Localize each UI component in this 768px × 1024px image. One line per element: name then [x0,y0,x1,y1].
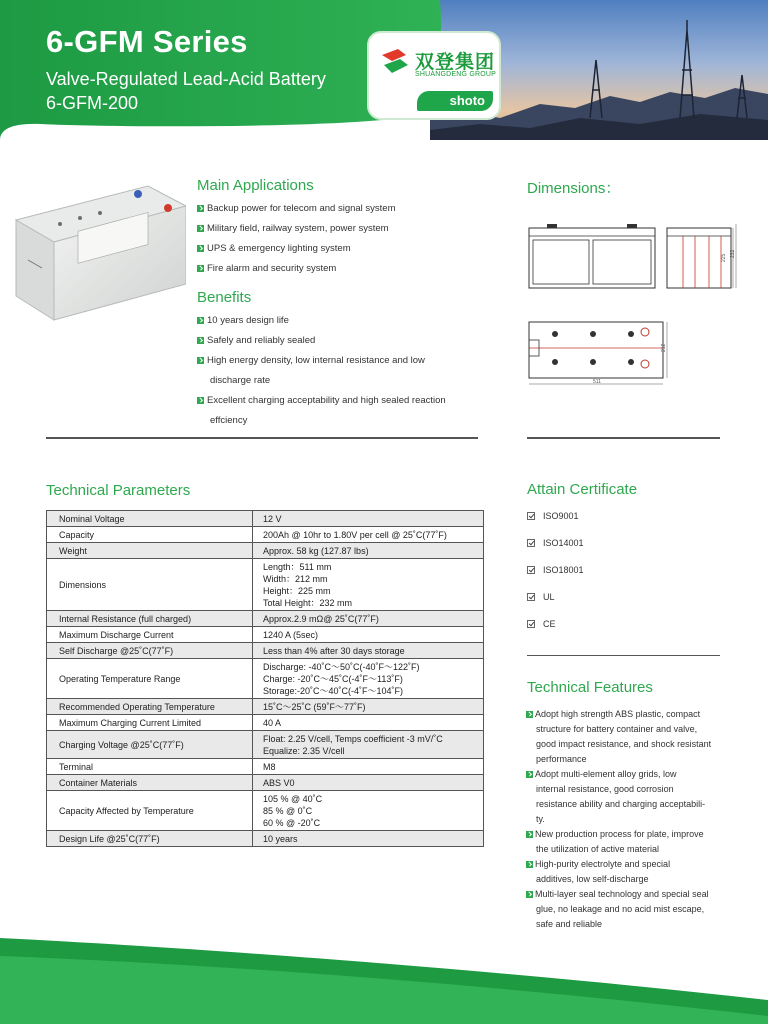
company-logo [367,31,501,120]
table-row [47,559,484,611]
parameter-value [253,559,484,611]
feature-text: Adopt multi-element alloy grids, low [535,769,677,779]
check-bullet-icon [197,225,204,232]
check-bullet-icon [197,265,204,272]
parameter-value-line: 60 % @ -20˚C [263,817,321,828]
certificate-name: ISO14001 [543,538,584,548]
parameter-value [253,511,484,527]
parameter-label: Capacity Affected by Temperature [47,791,253,831]
parameter-value [253,627,484,643]
checkbox-checked-icon [527,539,535,547]
benefit-text: 10 years design life [207,315,289,326]
dimension-label-height: 225 [721,253,727,262]
check-bullet-icon [526,831,533,838]
feature-text: structure for battery container and valve, [536,724,698,734]
benefit-text: discharge rate [210,375,271,386]
divider-right-mid [527,655,720,656]
table-row [47,791,484,831]
parameter-label: Maximum Charging Current Limited [47,715,253,731]
parameter-value-line: 85 % @ 0˚C [263,805,313,816]
application-text: UPS & emergency lighting system [207,243,351,254]
feature-text: additives, low self-discharge [536,874,649,884]
certificates-title: Attain Certificate [527,481,638,498]
parameter-label: Container Materials [47,775,253,791]
series-title: 6-GFM Series [46,24,248,59]
feature-text: resistance ability and charging acceptabili- [536,799,706,809]
dimension-label-total-height: 232 [730,249,736,258]
checkbox-checked-icon [527,593,535,601]
certificate-item [527,560,584,587]
checkbox-checked-icon [527,566,535,574]
check-bullet-icon [526,891,533,898]
parameter-value-line: Width：212 mm [263,573,328,584]
parameter-label: Design Life @25˚C(77˚F) [47,831,253,847]
main-applications-title: Main Applications [197,177,314,194]
divider-right-top [527,437,720,439]
feature-item-continued [526,722,740,737]
dimension-label-length: 511 [593,379,601,385]
parameter-value-line: Equalize: 2.35 V/cell [263,745,345,756]
battery-product-image [8,180,186,325]
benefit-text: Excellent charging acceptability and high sealed reaction [207,395,446,406]
feature-item-continued [526,872,740,887]
dimension-drawing-front [527,222,657,294]
dimensions-title: Dimensions： [527,180,621,197]
feature-item-continued [526,812,740,827]
footer-band [0,930,768,1024]
technical-parameters-title: Technical Parameters [46,482,191,499]
parameter-label: Capacity [47,527,253,543]
table-row [47,611,484,627]
parameter-value-line: Approx.2.9 mΩ@ 25˚C(77˚F) [263,613,379,624]
parameter-value-line: 40 A [263,717,282,728]
check-bullet-icon [526,711,533,718]
parameter-value [253,831,484,847]
parameter-value [253,791,484,831]
feature-item-continued [526,842,740,857]
parameter-value-line: Less than 4% after 30 days storage [263,645,405,656]
feature-text: good impact resistance, and shock resistant [536,739,712,749]
feature-text: Adopt high strength ABS plastic, compact [535,709,701,719]
table-row [47,627,484,643]
certificates-list [527,506,584,641]
feature-item-continued [526,737,740,752]
parameter-value [253,527,484,543]
certificate-item [527,587,584,614]
benefit-item-continued [197,411,497,431]
parameter-value-line: Discharge: -40˚C～50˚C(-40˚F～122˚F) [263,661,420,672]
benefit-text: Safely and reliably sealed [207,335,316,346]
parameter-value-line: Approx. 58 kg (127.87 lbs) [263,545,369,556]
feature-text: High-purity electrolyte and special [535,859,671,869]
product-subtitle: Valve-Regulated Lead-Acid Battery [46,69,326,89]
table-row [47,659,484,699]
dimension-drawing-side [665,222,737,294]
technical-parameters-table [46,510,484,847]
feature-text: glue, no leakage and no acid mist escape, [536,904,705,914]
feature-text: ty. [536,814,545,824]
main-applications-list [197,199,497,279]
dimension-label-depth: 212 [661,343,667,352]
benefit-item-continued [197,371,497,391]
parameter-label: Internal Resistance (full charged) [47,611,253,627]
feature-item-continued [526,902,740,917]
check-bullet-icon [197,245,204,252]
table-row [47,775,484,791]
feature-text: New production process for plate, improve [535,829,704,839]
feature-text: performance [536,754,587,764]
benefit-item [197,351,497,371]
parameter-label: Nominal Voltage [47,511,253,527]
parameter-value [253,759,484,775]
certificate-name: ISO9001 [543,511,579,521]
parameter-value [253,715,484,731]
table-row [47,759,484,775]
table-row [47,511,484,527]
application-text: Military field, railway system, power system [207,223,389,234]
benefit-item [197,391,497,411]
parameter-value-line: 10 years [263,833,298,844]
feature-item [526,857,740,872]
feature-item [526,707,740,722]
divider-left-top [46,437,478,439]
benefits-list [197,311,497,431]
parameter-value-line: 15˚C～25˚C (59˚F～77˚F) [263,701,366,712]
checkbox-checked-icon [527,512,535,520]
parameter-value-line: Float: 2.25 V/cell, Temps coefficient -3 mV/˚C [263,733,443,744]
table-row [47,543,484,559]
table-row [47,643,484,659]
parameter-label: Operating Temperature Range [47,659,253,699]
parameter-label: Recommended Operating Temperature [47,699,253,715]
feature-text: Multi-layer seal technology and special seal [535,889,709,899]
check-bullet-icon [197,337,204,344]
parameter-value [253,659,484,699]
benefit-text: High energy density, low internal resistance and low [207,355,425,366]
feature-item-continued [526,782,740,797]
application-item [197,219,497,239]
parameter-value [253,643,484,659]
parameter-label: Self Discharge @25˚C(77˚F) [47,643,253,659]
technical-features-title: Technical Features [527,679,653,696]
feature-item [526,887,740,902]
feature-item [526,827,740,842]
feature-item-continued [526,797,740,812]
certificate-item [527,533,584,560]
application-item [197,199,497,219]
parameter-value [253,543,484,559]
table-row [47,715,484,731]
feature-item-continued [526,752,740,767]
certificate-item [527,614,584,641]
parameter-value [253,731,484,759]
check-bullet-icon [526,861,533,868]
parameter-value-line: 200Ah @ 10hr to 1.80V per cell @ 25˚C(77˚F) [263,529,447,540]
logo-chinese-name: 双登集团 [415,52,496,73]
parameter-label: Dimensions [47,559,253,611]
parameter-value-line: M8 [263,761,276,772]
parameter-value-line: 12 V [263,513,282,524]
parameter-label: Maximum Discharge Current [47,627,253,643]
logo-mark-icon [378,45,412,79]
table-row [47,731,484,759]
check-bullet-icon [197,317,204,324]
check-bullet-icon [197,205,204,212]
benefit-text: effciency [210,415,248,426]
parameter-label: Terminal [47,759,253,775]
feature-text: the utilization of active material [536,844,660,854]
certificate-name: CE [543,619,556,629]
parameter-value [253,699,484,715]
checkbox-checked-icon [527,620,535,628]
feature-text: safe and reliable [536,919,603,929]
parameter-value-line: Charge: -20˚C～45˚C(-4˚F～113˚F) [263,673,403,684]
feature-item [526,767,740,782]
check-bullet-icon [197,397,204,404]
dimension-drawing-top [525,318,675,390]
benefit-item [197,331,497,351]
parameter-value-line: Length：511 mm [263,561,332,572]
application-text: Fire alarm and security system [207,263,337,274]
application-item [197,239,497,259]
parameter-label: Charging Voltage @25˚C(77˚F) [47,731,253,759]
parameter-value [253,775,484,791]
certificate-name: UL [543,592,555,602]
technical-features-list [526,707,740,932]
parameter-value-line: Storage:-20˚C～40˚C(-4˚F～104˚F) [263,685,404,696]
parameter-value-line: 1240 A (5sec) [263,629,319,640]
parameter-label: Weight [47,543,253,559]
parameter-value-line: Total Height：232 mm [263,597,353,608]
application-item [197,259,497,279]
check-bullet-icon [526,771,533,778]
parameter-value [253,611,484,627]
benefit-item [197,311,497,331]
parameter-value-line: ABS V0 [263,777,295,788]
certificate-item [527,506,584,533]
product-model: 6-GFM-200 [46,93,139,113]
parameter-value-line: Height：225 mm [263,585,331,596]
table-row [47,699,484,715]
table-row [47,527,484,543]
feature-text: internal resistance, good corrosion [536,784,674,794]
parameter-value-line: 105 % @ 40˚C [263,793,323,804]
table-row [47,831,484,847]
header-banner [0,0,768,140]
check-bullet-icon [197,357,204,364]
certificate-name: ISO18001 [543,565,584,575]
benefits-title: Benefits [197,289,252,306]
application-text: Backup power for telecom and signal system [207,203,396,214]
logo-brand: shoto [417,91,493,111]
logo-english-name: SHUANGDENG GROUP [415,71,496,78]
